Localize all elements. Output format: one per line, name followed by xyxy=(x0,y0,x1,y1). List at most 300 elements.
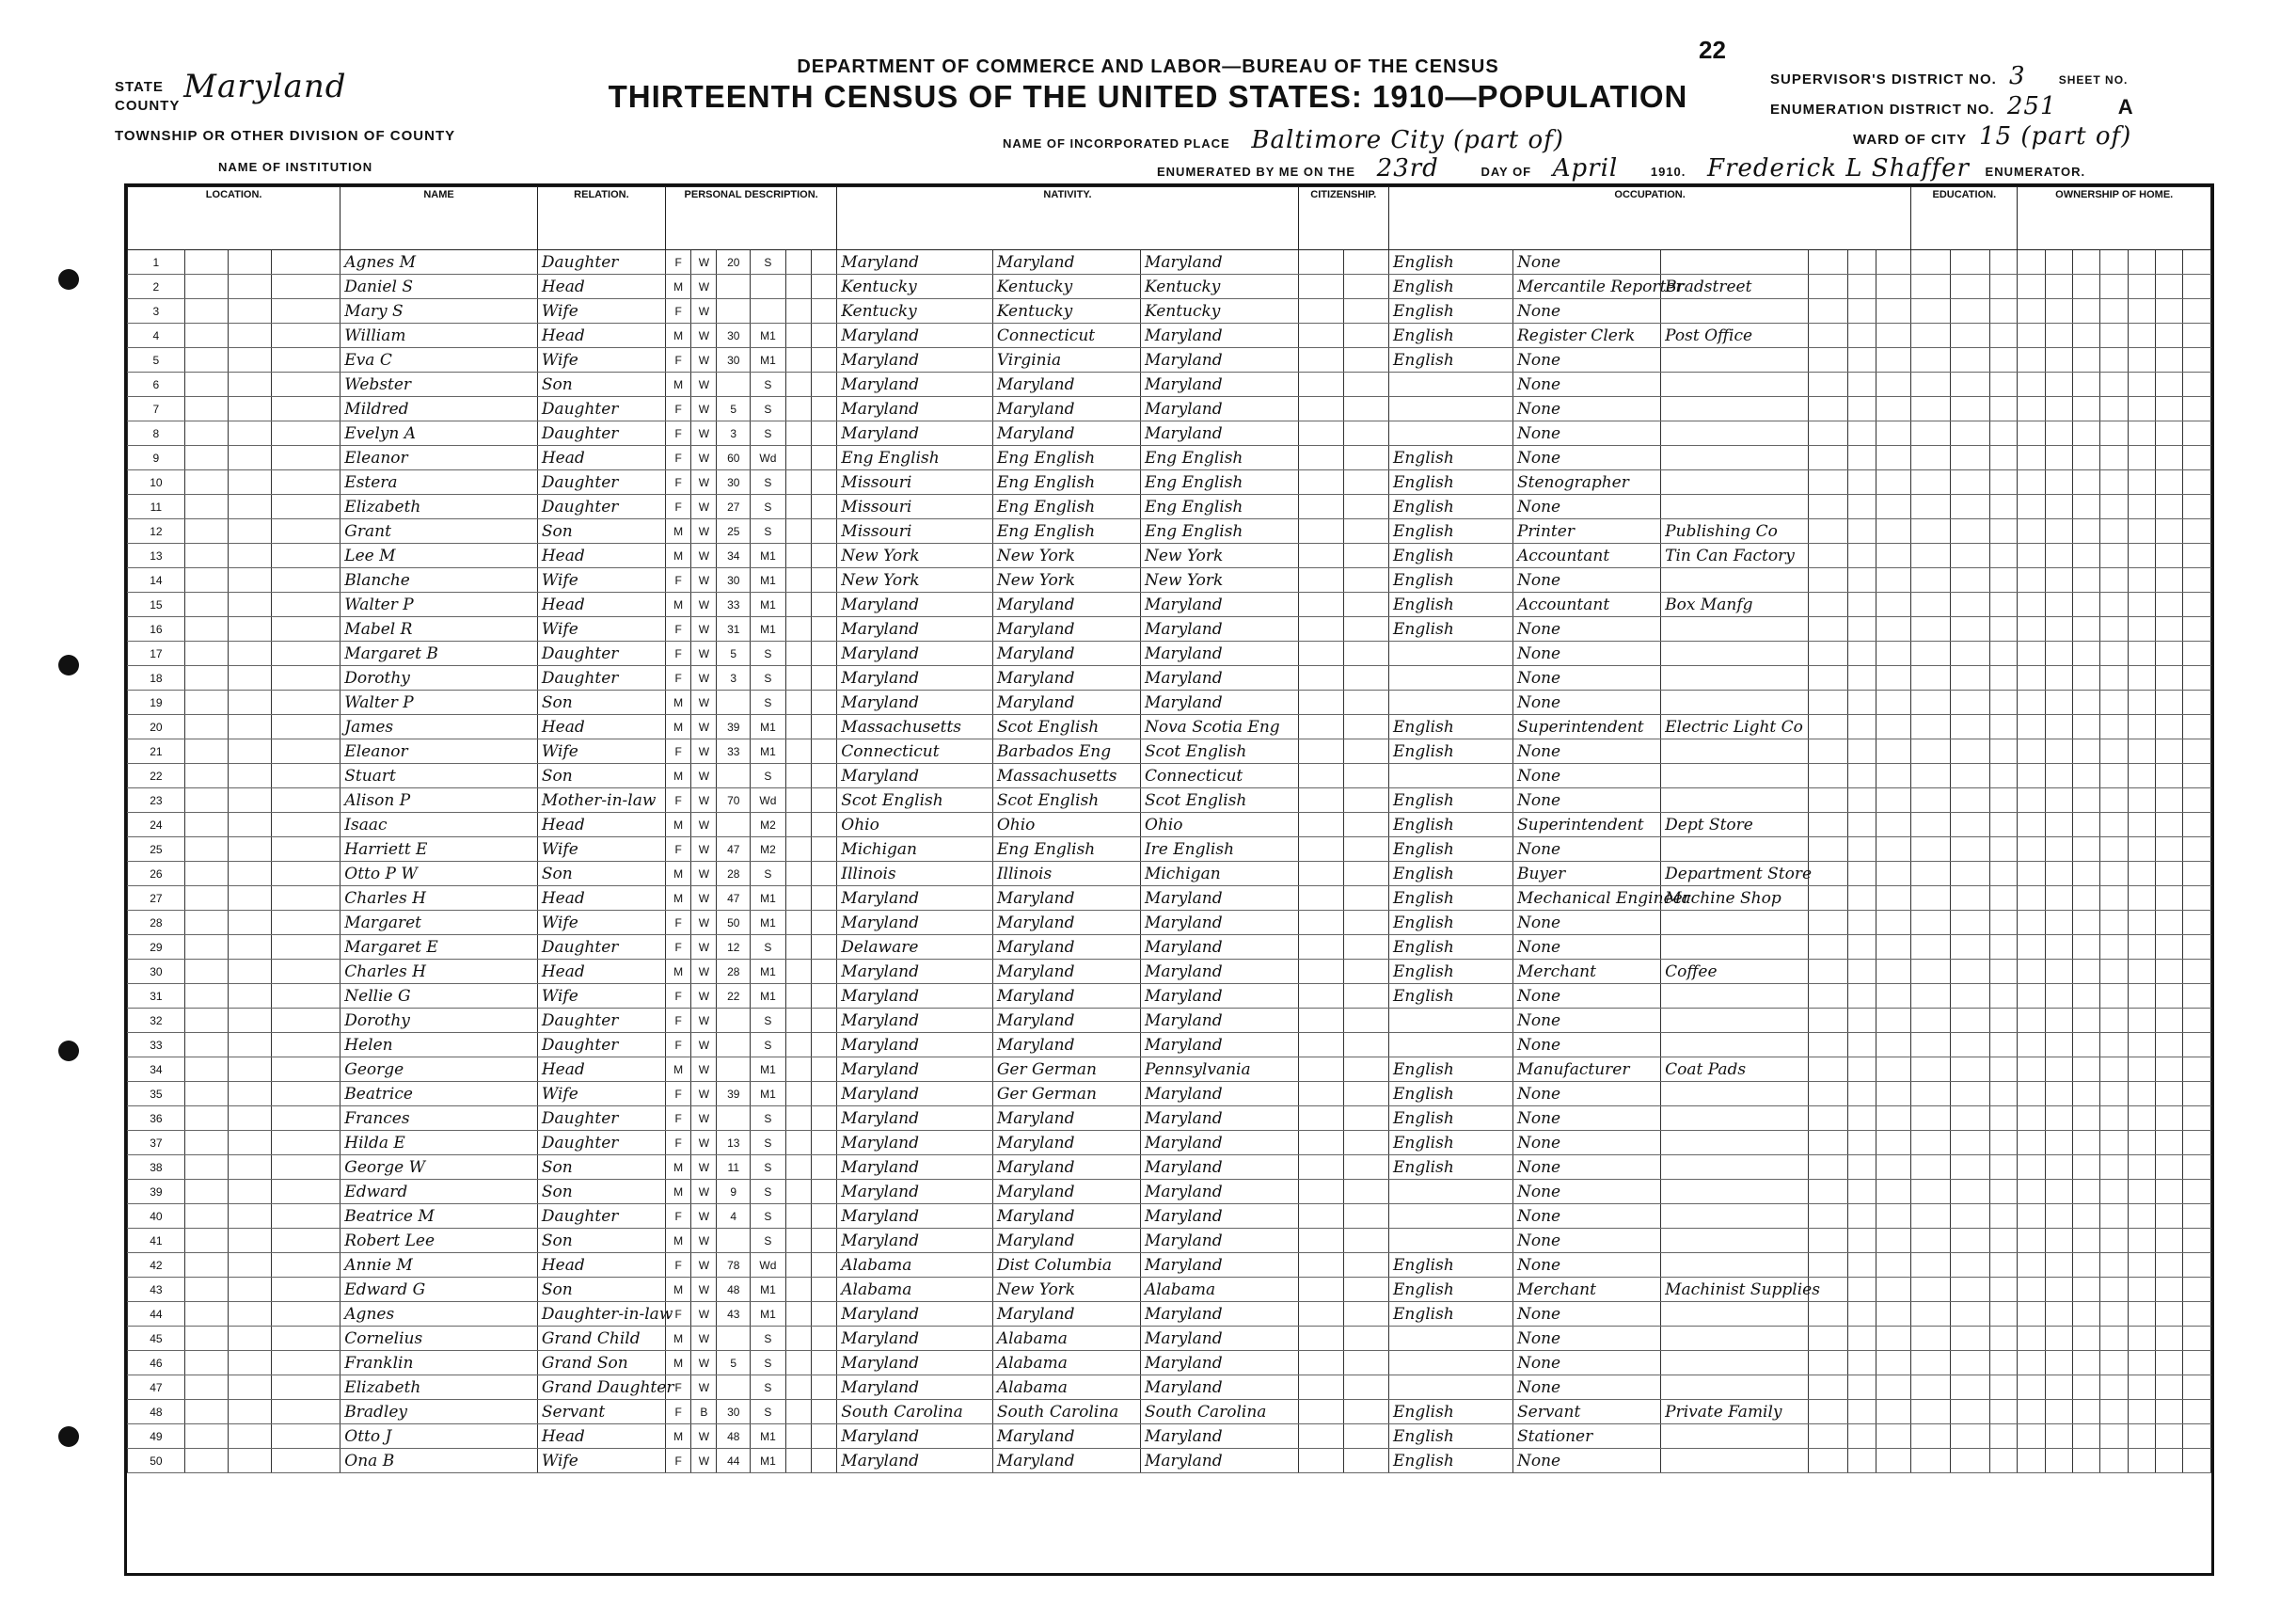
cell-read xyxy=(1911,691,1951,715)
cell-free xyxy=(2045,764,2072,788)
cell-family xyxy=(271,495,340,519)
cell-age xyxy=(717,1033,751,1057)
cell-read xyxy=(1911,1082,1951,1106)
cell-schedule xyxy=(2100,1449,2128,1473)
table-row xyxy=(128,1155,2211,1180)
cell-street xyxy=(184,348,228,373)
cell-dwelling xyxy=(228,421,271,446)
cell-marital-condition: M2 xyxy=(751,813,786,837)
cell-sex: F xyxy=(666,1449,691,1473)
cell-write xyxy=(1951,1180,1990,1204)
cell-owned xyxy=(2018,1375,2045,1400)
cell-birthplace: Maryland xyxy=(837,666,993,691)
cell-blind xyxy=(2156,642,2183,666)
cell-children-living xyxy=(812,470,837,495)
cell-read xyxy=(1911,1106,1951,1131)
cell-family xyxy=(271,519,340,544)
cell-immigration-year xyxy=(1298,935,1343,960)
cell-industry xyxy=(1661,1449,1809,1473)
cell-free xyxy=(2045,691,2072,715)
cell-weeks-idle xyxy=(1876,1229,1911,1253)
cell-immigration-year xyxy=(1298,1253,1343,1278)
cell-deaf xyxy=(2183,715,2211,739)
cell-employer xyxy=(1809,1082,1848,1106)
cell-farm xyxy=(2073,691,2100,715)
cell-school xyxy=(1990,666,2018,691)
cell-person-name: Walter P xyxy=(340,593,538,617)
cell-veteran xyxy=(2128,1424,2155,1449)
cell-language: English xyxy=(1388,788,1512,813)
cell-out-of-work xyxy=(1848,1180,1876,1204)
cell-read xyxy=(1911,666,1951,691)
cell-children-born xyxy=(785,1253,811,1278)
cell-language: English xyxy=(1388,1302,1512,1327)
cell-industry: Coffee xyxy=(1661,960,1809,984)
cell-owned xyxy=(2018,911,2045,935)
cell-birthplace: Illinois xyxy=(837,862,993,886)
cell-veteran xyxy=(2128,1131,2155,1155)
cell-owned xyxy=(2018,1424,2045,1449)
year-label: 1910. xyxy=(1650,165,1686,179)
cell-owned xyxy=(2018,1057,2045,1082)
cell-dwelling xyxy=(228,1180,271,1204)
cell-trade: None xyxy=(1512,1302,1660,1327)
cell-language xyxy=(1388,642,1512,666)
cell-immigration-year xyxy=(1298,324,1343,348)
ward-label: WARD OF CITY xyxy=(1853,132,1967,148)
cell-birthplace: Maryland xyxy=(837,1082,993,1106)
cell-family xyxy=(271,1204,340,1229)
cell-schedule xyxy=(2100,911,2128,935)
cell-weeks-idle xyxy=(1876,1351,1911,1375)
cell-industry xyxy=(1661,935,1809,960)
cell-children-living xyxy=(812,1033,837,1057)
cell-free xyxy=(2045,739,2072,764)
cell-trade: None xyxy=(1512,837,1660,862)
table-row xyxy=(128,642,2211,666)
cell-father-birthplace: Maryland xyxy=(992,1424,1140,1449)
cell-immigration-year xyxy=(1298,1375,1343,1400)
cell-street xyxy=(184,813,228,837)
cell-person-name: Margaret E xyxy=(340,935,538,960)
cell-veteran xyxy=(2128,1253,2155,1278)
cell-free xyxy=(2045,250,2072,275)
cell-veteran xyxy=(2128,837,2155,862)
cell-deaf xyxy=(2183,739,2211,764)
table-row xyxy=(128,739,2211,764)
cell-weeks-idle xyxy=(1876,348,1911,373)
cell-person-name: Isaac xyxy=(340,813,538,837)
cell-employer xyxy=(1809,617,1848,642)
cell-sex: F xyxy=(666,1253,691,1278)
cell-veteran xyxy=(2128,960,2155,984)
cell-weeks-idle xyxy=(1876,373,1911,397)
cell-deaf xyxy=(2183,373,2211,397)
cell-race: W xyxy=(691,1009,717,1033)
cell-farm xyxy=(2073,495,2100,519)
cell-relation: Head xyxy=(537,960,665,984)
cell-children-born xyxy=(785,593,811,617)
cell-employer xyxy=(1809,446,1848,470)
cell-mother-birthplace: Maryland xyxy=(1140,1131,1298,1155)
cell-naturalized xyxy=(1343,275,1388,299)
cell-sex: F xyxy=(666,397,691,421)
cell-marital-condition: M1 xyxy=(751,1057,786,1082)
cell-veteran xyxy=(2128,446,2155,470)
cell-write xyxy=(1951,324,1990,348)
cell-dwelling xyxy=(228,911,271,935)
cell-employer xyxy=(1809,1351,1848,1375)
cell-owned xyxy=(2018,764,2045,788)
cell-out-of-work xyxy=(1848,519,1876,544)
cell-sex: F xyxy=(666,788,691,813)
cell-mother-birthplace: New York xyxy=(1140,568,1298,593)
cell-street xyxy=(184,1180,228,1204)
cell-birthplace: Kentucky xyxy=(837,299,993,324)
cell-veteran xyxy=(2128,1106,2155,1131)
cell-person-name: James xyxy=(340,715,538,739)
cell-age: 13 xyxy=(717,1131,751,1155)
cell-race: W xyxy=(691,1375,717,1400)
cell-immigration-year xyxy=(1298,886,1343,911)
cell-school xyxy=(1990,1327,2018,1351)
cell-blind xyxy=(2156,617,2183,642)
cell-deaf xyxy=(2183,1375,2211,1400)
cell-line-number: 2 xyxy=(128,275,185,299)
cell-owned xyxy=(2018,666,2045,691)
cell-owned xyxy=(2018,960,2045,984)
cell-race: W xyxy=(691,715,717,739)
cell-owned xyxy=(2018,862,2045,886)
cell-father-birthplace: Ger German xyxy=(992,1082,1140,1106)
cell-marital-condition: S xyxy=(751,1229,786,1253)
cell-line-number: 22 xyxy=(128,764,185,788)
cell-person-name: Estera xyxy=(340,470,538,495)
cell-out-of-work xyxy=(1848,1424,1876,1449)
cell-employer xyxy=(1809,324,1848,348)
cell-weeks-idle xyxy=(1876,299,1911,324)
cell-out-of-work xyxy=(1848,1009,1876,1033)
cell-industry: Machine Shop xyxy=(1661,886,1809,911)
cell-employer xyxy=(1809,1327,1848,1351)
cell-relation: Head xyxy=(537,275,665,299)
cell-farm xyxy=(2073,1253,2100,1278)
cell-out-of-work xyxy=(1848,1229,1876,1253)
cell-weeks-idle xyxy=(1876,1057,1911,1082)
cell-children-born xyxy=(785,666,811,691)
cell-school xyxy=(1990,935,2018,960)
cell-trade: None xyxy=(1512,495,1660,519)
cell-deaf xyxy=(2183,397,2211,421)
cell-person-name: Beatrice xyxy=(340,1082,538,1106)
cell-sex: M xyxy=(666,1327,691,1351)
cell-age: 5 xyxy=(717,1351,751,1375)
cell-employer xyxy=(1809,1204,1848,1229)
cell-trade: None xyxy=(1512,1033,1660,1057)
cell-school xyxy=(1990,348,2018,373)
cell-relation: Son xyxy=(537,373,665,397)
cell-owned xyxy=(2018,373,2045,397)
cell-line-number: 30 xyxy=(128,960,185,984)
cell-naturalized xyxy=(1343,470,1388,495)
cell-father-birthplace: Eng English xyxy=(992,495,1140,519)
cell-immigration-year xyxy=(1298,446,1343,470)
table-row xyxy=(128,788,2211,813)
cell-family xyxy=(271,691,340,715)
cell-sex: F xyxy=(666,935,691,960)
cell-relation: Son xyxy=(537,1180,665,1204)
cell-employer xyxy=(1809,495,1848,519)
cell-street xyxy=(184,911,228,935)
cell-naturalized xyxy=(1343,519,1388,544)
cell-person-name: William xyxy=(340,324,538,348)
cell-father-birthplace: Scot English xyxy=(992,715,1140,739)
cell-street xyxy=(184,1106,228,1131)
cell-birthplace: Alabama xyxy=(837,1278,993,1302)
cell-children-living xyxy=(812,1009,837,1033)
cell-immigration-year xyxy=(1298,642,1343,666)
cell-veteran xyxy=(2128,1082,2155,1106)
cell-read xyxy=(1911,1375,1951,1400)
cell-relation: Mother-in-law xyxy=(537,788,665,813)
cell-race: W xyxy=(691,446,717,470)
cell-person-name: Margaret B xyxy=(340,642,538,666)
cell-deaf xyxy=(2183,691,2211,715)
cell-line-number: 21 xyxy=(128,739,185,764)
cell-veteran xyxy=(2128,984,2155,1009)
cell-relation: Wife xyxy=(537,299,665,324)
cell-line-number: 17 xyxy=(128,642,185,666)
table-row xyxy=(128,324,2211,348)
cell-marital-condition: S xyxy=(751,397,786,421)
enumerated-line xyxy=(1157,154,2085,183)
cell-children-born xyxy=(785,495,811,519)
cell-dwelling xyxy=(228,1033,271,1057)
cell-naturalized xyxy=(1343,1327,1388,1351)
cell-out-of-work xyxy=(1848,1375,1876,1400)
cell-read xyxy=(1911,1229,1951,1253)
cell-free xyxy=(2045,935,2072,960)
cell-children-living xyxy=(812,250,837,275)
cell-school xyxy=(1990,250,2018,275)
cell-immigration-year xyxy=(1298,715,1343,739)
cell-trade: Stenographer xyxy=(1512,470,1660,495)
cell-owned xyxy=(2018,324,2045,348)
cell-out-of-work xyxy=(1848,691,1876,715)
cell-mother-birthplace: Maryland xyxy=(1140,886,1298,911)
cell-mother-birthplace: Maryland xyxy=(1140,1302,1298,1327)
cell-employer xyxy=(1809,691,1848,715)
cell-race: W xyxy=(691,250,717,275)
cell-owned xyxy=(2018,1180,2045,1204)
cell-age: 25 xyxy=(717,519,751,544)
cell-mother-birthplace: Maryland xyxy=(1140,1033,1298,1057)
cell-write xyxy=(1951,862,1990,886)
cell-children-born xyxy=(785,1327,811,1351)
cell-free xyxy=(2045,495,2072,519)
cell-age: 47 xyxy=(717,837,751,862)
cell-read xyxy=(1911,446,1951,470)
cell-street xyxy=(184,642,228,666)
cell-free xyxy=(2045,1424,2072,1449)
cell-school xyxy=(1990,299,2018,324)
cell-schedule xyxy=(2100,1229,2128,1253)
cell-age: 4 xyxy=(717,1204,751,1229)
cell-trade: None xyxy=(1512,642,1660,666)
cell-free xyxy=(2045,1400,2072,1424)
cell-age: 30 xyxy=(717,348,751,373)
cell-veteran xyxy=(2128,1057,2155,1082)
cell-relation: Wife xyxy=(537,837,665,862)
cell-age: 3 xyxy=(717,666,751,691)
cell-street xyxy=(184,1400,228,1424)
cell-veteran xyxy=(2128,544,2155,568)
cell-read xyxy=(1911,1057,1951,1082)
cell-owned xyxy=(2018,984,2045,1009)
cell-race: W xyxy=(691,764,717,788)
cell-school xyxy=(1990,813,2018,837)
cell-deaf xyxy=(2183,495,2211,519)
cell-race: W xyxy=(691,1082,717,1106)
cell-owned xyxy=(2018,1229,2045,1253)
table-row xyxy=(128,984,2211,1009)
cell-mother-birthplace: Maryland xyxy=(1140,1229,1298,1253)
cell-children-born xyxy=(785,275,811,299)
cell-race: W xyxy=(691,421,717,446)
enumeration-line xyxy=(1770,92,2134,120)
cell-person-name: Dorothy xyxy=(340,666,538,691)
cell-write xyxy=(1951,593,1990,617)
cell-line-number: 3 xyxy=(128,299,185,324)
cell-immigration-year xyxy=(1298,960,1343,984)
cell-write xyxy=(1951,788,1990,813)
cell-out-of-work xyxy=(1848,373,1876,397)
cell-deaf xyxy=(2183,984,2211,1009)
cell-weeks-idle xyxy=(1876,617,1911,642)
cell-person-name: Grant xyxy=(340,519,538,544)
cell-write xyxy=(1951,715,1990,739)
cell-dwelling xyxy=(228,1424,271,1449)
cell-write xyxy=(1951,250,1990,275)
cell-language: English xyxy=(1388,935,1512,960)
cell-dwelling xyxy=(228,544,271,568)
cell-family xyxy=(271,299,340,324)
enumerated-label: ENUMERATED BY ME ON THE xyxy=(1157,165,1356,179)
cell-weeks-idle xyxy=(1876,739,1911,764)
cell-free xyxy=(2045,1057,2072,1082)
cell-deaf xyxy=(2183,1449,2211,1473)
cell-sex: M xyxy=(666,1155,691,1180)
cell-children-born xyxy=(785,984,811,1009)
cell-children-living xyxy=(812,1400,837,1424)
cell-line-number: 44 xyxy=(128,1302,185,1327)
cell-age xyxy=(717,275,751,299)
cell-age: 47 xyxy=(717,886,751,911)
cell-children-living xyxy=(812,862,837,886)
cell-immigration-year xyxy=(1298,1327,1343,1351)
cell-read xyxy=(1911,421,1951,446)
cell-schedule xyxy=(2100,617,2128,642)
cell-children-living xyxy=(812,1131,837,1155)
cell-employer xyxy=(1809,299,1848,324)
cell-trade: Mechanical Engineer xyxy=(1512,886,1660,911)
cell-out-of-work xyxy=(1848,1155,1876,1180)
cell-father-birthplace: Ohio xyxy=(992,813,1140,837)
cell-read xyxy=(1911,642,1951,666)
cell-blind xyxy=(2156,470,2183,495)
cell-father-birthplace: Eng English xyxy=(992,519,1140,544)
cell-industry xyxy=(1661,1033,1809,1057)
cell-street xyxy=(184,837,228,862)
cell-industry: Bradstreet xyxy=(1661,275,1809,299)
cell-family xyxy=(271,617,340,642)
cell-age: 30 xyxy=(717,1400,751,1424)
cell-children-born xyxy=(785,470,811,495)
cell-farm xyxy=(2073,715,2100,739)
cell-veteran xyxy=(2128,275,2155,299)
cell-write xyxy=(1951,1155,1990,1180)
cell-blind xyxy=(2156,1351,2183,1375)
cell-sex: M xyxy=(666,691,691,715)
cell-immigration-year xyxy=(1298,984,1343,1009)
cell-read xyxy=(1911,1131,1951,1155)
cell-school xyxy=(1990,544,2018,568)
cell-schedule xyxy=(2100,886,2128,911)
cell-line-number: 32 xyxy=(128,1009,185,1033)
cell-school xyxy=(1990,1180,2018,1204)
cell-write xyxy=(1951,1449,1990,1473)
cell-age: 11 xyxy=(717,1155,751,1180)
cell-age xyxy=(717,691,751,715)
cell-immigration-year xyxy=(1298,617,1343,642)
cell-naturalized xyxy=(1343,446,1388,470)
cell-school xyxy=(1990,715,2018,739)
cell-sex: F xyxy=(666,984,691,1009)
cell-age xyxy=(717,1057,751,1082)
cell-language: English xyxy=(1388,495,1512,519)
cell-veteran xyxy=(2128,1375,2155,1400)
table-row xyxy=(128,935,2211,960)
table-row xyxy=(128,1327,2211,1351)
cell-birthplace: Maryland xyxy=(837,1204,993,1229)
cell-line-number: 11 xyxy=(128,495,185,519)
cell-age: 22 xyxy=(717,984,751,1009)
cell-free xyxy=(2045,1351,2072,1375)
cell-family xyxy=(271,764,340,788)
cell-read xyxy=(1911,739,1951,764)
cell-father-birthplace: Ger German xyxy=(992,1057,1140,1082)
ward-value: 15 (part of) xyxy=(1979,122,2132,151)
cell-person-name: Annie M xyxy=(340,1253,538,1278)
cell-mother-birthplace: Nova Scotia Eng xyxy=(1140,715,1298,739)
cell-language: English xyxy=(1388,911,1512,935)
cell-write xyxy=(1951,984,1990,1009)
cell-industry xyxy=(1661,1351,1809,1375)
cell-blind xyxy=(2156,348,2183,373)
table-row xyxy=(128,544,2211,568)
cell-schedule xyxy=(2100,1082,2128,1106)
cell-children-born xyxy=(785,1204,811,1229)
cell-children-born xyxy=(785,299,811,324)
cell-language: English xyxy=(1388,299,1512,324)
cell-free xyxy=(2045,984,2072,1009)
cell-trade: None xyxy=(1512,1327,1660,1351)
cell-school xyxy=(1990,519,2018,544)
cell-person-name: Harriett E xyxy=(340,837,538,862)
cell-naturalized xyxy=(1343,862,1388,886)
cell-out-of-work xyxy=(1848,837,1876,862)
cell-person-name: Charles H xyxy=(340,886,538,911)
